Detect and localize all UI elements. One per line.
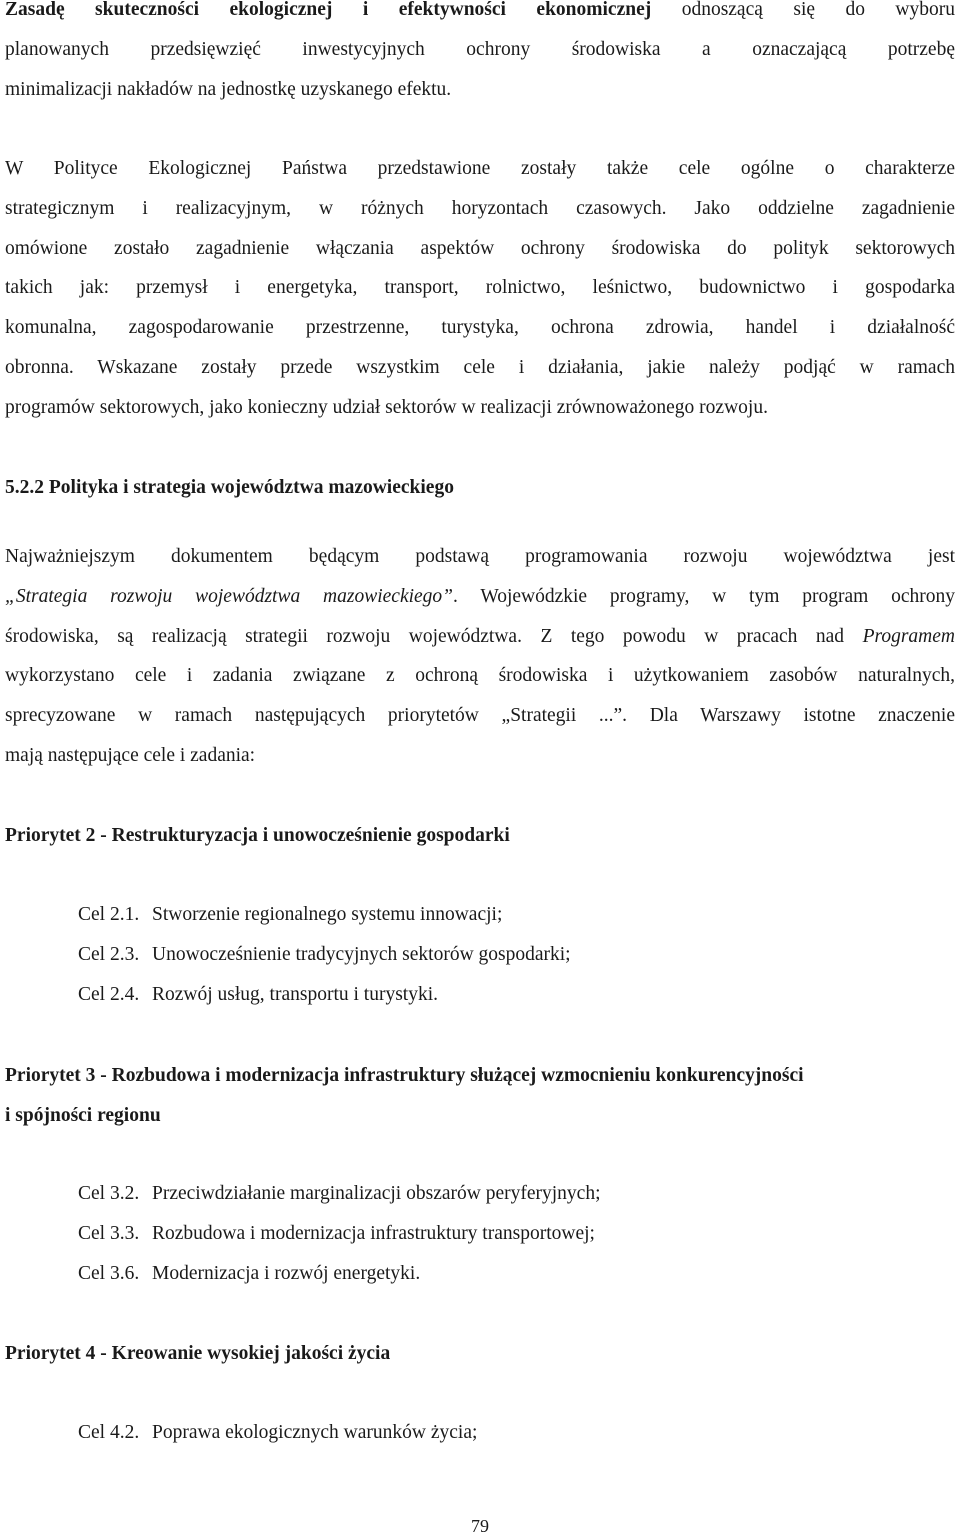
strategy-line-2 [5,577,955,617]
priority-title-line: Priorytet 3 - Rozbudowa i modernizacja infrastruktury służącej wzmocnieniu konkurencyjności [5,1065,804,1086]
priority-heading [5,816,510,856]
strategy-line-6: mają następujące cele i zadania: [5,744,256,766]
section-heading: 5.2.2 Polityka i strategia województwa mazowieckiego [5,477,454,498]
goal-text: Poprawa ekologicznych warunków życia; [152,1422,478,1443]
goal-text: Modernizacja i rozwój energetyki. [152,1263,421,1284]
list-item [78,1174,600,1214]
list-item [78,895,571,935]
strategy-line-1: Najważniejszym dokumentem będącym podstawą programowania rozwoju województwa jest [5,546,955,567]
goal-number: Cel 3.6. [78,1263,140,1284]
strategy-line-2-rest: . Wojewódzkie programy, w tym program ochrony [453,585,955,607]
strategy-title-italic: „Strategia rozwoju województwa mazowieckiego” [5,585,454,607]
policy-line: programów sektorowych, jako konieczny udział sektorów w realizacji zrównoważonego rozwoju. [5,396,768,418]
goal-number: Cel 4.2. [78,1422,140,1443]
list-item [78,935,571,975]
policy-line: obronna. Wskazane zostały przede wszystkim cele i działania, jakie należy podjąć w ramach [5,356,955,378]
strategy-line-5: sprecyzowane w ramach następujących priorytetów „Strategii ...”. Dla Warszawy istotne znaczenie [5,705,955,727]
intro-paragraph [5,0,955,109]
intro-line-2: planowanych przedsięwzięć inwestycyjnych ochrony środowiska a oznaczającą potrzebę [5,38,955,60]
strategy-paragraph [5,537,955,776]
page-number: 79 [471,1516,489,1536]
goal-text: Unowocześnienie tradycyjnych sektorów gospodarki; [152,944,571,965]
policy-line: takich jak: przemysł i energetyka, transport, rolnictwo, leśnictwo, budownictwo i gospodarka [5,277,955,299]
strategy-line-4: wykorzystano cele i zadania związane z ochroną środowiska i użytkowaniem zasobów naturalnych, [5,665,955,687]
list-item [78,1214,600,1254]
programem-italic: Programem [862,625,955,647]
policy-paragraph [5,149,955,428]
goal-number: Cel 2.3. [78,944,140,965]
goal-text: Rozbudowa i modernizacja infrastruktury transportowej; [152,1223,595,1244]
goal-number: Cel 3.2. [78,1183,140,1204]
intro-line-1-rest: odnoszącą się do wyboru [651,0,956,20]
intro-line-3: minimalizacji nakładów na jednostkę uzyskanego efektu. [5,78,452,100]
goal-number: Cel 3.3. [78,1223,140,1244]
goal-number: Cel 2.1. [78,904,140,925]
intro-line-1 [5,0,955,30]
priority-title-line: Priorytet 4 - Kreowanie wysokiej jakości życia [5,1343,391,1364]
list-item [78,1254,600,1294]
goal-text: Rozwój usług, transportu i turystyki. [152,984,438,1005]
goal-list [78,1174,600,1294]
goal-list [78,1413,477,1453]
policy-line: komunalna, zagospodarowanie przestrzenne, turystyka, ochrona zdrowia, handel i działalność [5,317,955,339]
strategy-line-3 [5,617,955,657]
goal-number: Cel 2.4. [78,984,140,1005]
priority-heading [5,1334,390,1374]
policy-line: omówione zostało zagadnienie włączania aspektów ochrony środowiska do polityk sektorowych [5,237,955,259]
goal-text: Przeciwdziałanie marginalizacji obszarów peryferyjnych; [152,1183,601,1204]
priority-heading [5,1056,804,1136]
list-item [78,975,571,1015]
priority-title-line: i spójności regionu [5,1104,161,1126]
goal-text: Stworzenie regionalnego systemu innowacji; [152,904,503,925]
priority-title-line: Priorytet 2 - Restrukturyzacja i unowocześnienie gospodarki [5,825,510,846]
intro-bold-phrase: Zasadę skuteczności ekologicznej i efektywności ekonomicznej [5,0,652,20]
strategy-line-3-text: środowiska, są realizacją strategii rozwoju województwa. Z tego powodu w pracach nad [5,625,863,647]
goal-list [78,895,571,1015]
policy-line: strategicznym i realizacyjnym, w różnych horyzontach czasowych. Jako oddzielne zagadnienie [5,197,955,219]
policy-line: W Polityce Ekologicznej Państwa przedstawione zostały także cele ogólne o charakterze [5,158,955,179]
list-item [78,1413,477,1453]
